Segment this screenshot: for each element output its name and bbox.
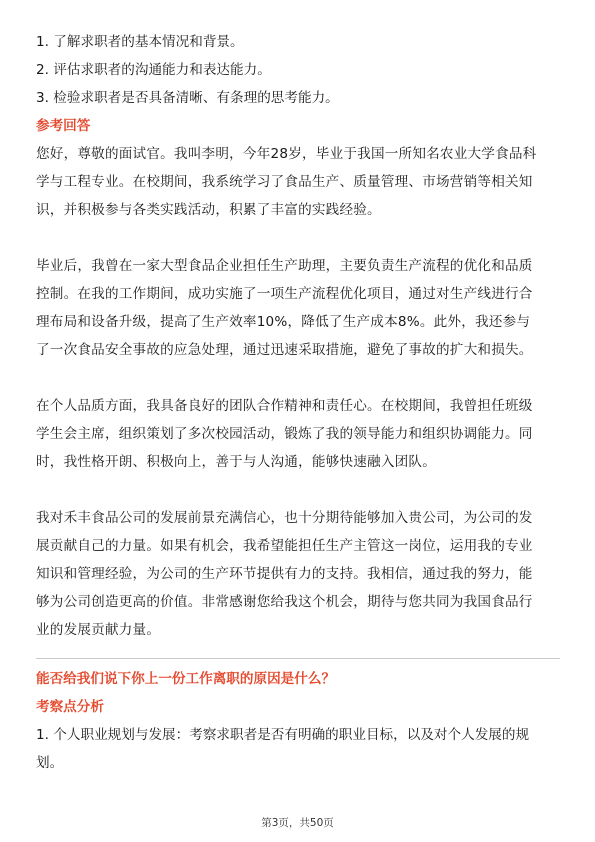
objectives-list [36, 28, 560, 112]
text-line: 展贡献自己的力量。如果有机会，我希望能担任生产主管这一岗位，运用我的专业 [36, 538, 533, 554]
analysis-heading: 考察点分析 [36, 699, 104, 715]
page-content [36, 28, 560, 777]
section-divider [36, 658, 560, 659]
list-item: 2. 评估求职者的沟通能力和表达能力。 [36, 62, 271, 78]
page-number: 第3页，共50页 [261, 817, 334, 829]
text-line: 控制。在我的工作期间，成功实施了一项生产流程优化项目，通过对生产线进行合 [36, 286, 533, 302]
text-line: 学与工程专业。在校期间，我系统学习了食品生产、质量管理、市场营销等相关知 [36, 174, 533, 190]
text-line: 识，并积极参与各类实践活动，积累了丰富的实践经验。 [36, 202, 381, 218]
text-line: 时，我性格开朗、积极向上，善于与人沟通，能够快速融入团队。 [36, 454, 437, 470]
list-item: 1. 个人职业规划与发展：考察求职者是否有明确的职业目标，以及对个人发展的规 [36, 727, 530, 743]
text-line: 毕业后，我曾在一家大型食品企业担任生产助理，主要负责生产流程的优化和品质 [36, 258, 533, 274]
answer-paragraph [36, 392, 560, 476]
list-item: 3. 检验求职者是否具备清晰、有条理的思考能力。 [36, 90, 339, 106]
text-line: 知识和管理经验，为公司的生产环节提供有力的支持。我相信，通过我的努力，能 [36, 566, 533, 582]
text-line: 够为公司创造更高的价值。非常感谢您给我这个机会，期待与您共同为我国食品行 [36, 594, 533, 610]
text-line: 在个人品质方面，我具备良好的团队合作精神和责任心。在校期间，我曾担任班级 [36, 398, 533, 414]
answer-paragraph [36, 252, 560, 364]
question-heading: 能否给我们说下你上一份工作离职的原因是什么？ [36, 671, 336, 687]
answer-paragraph [36, 140, 560, 224]
text-line: 理布局和设备升级，提高了生产效率10%，降低了生产成本8%。此外，我还参与 [36, 314, 531, 330]
list-item: 1. 了解求职者的基本情况和背景。 [36, 34, 244, 50]
answer-heading: 参考回答 [36, 118, 91, 134]
text-line: 了一次食品安全事故的应急处理，通过迅速采取措施，避免了事故的扩大和损失。 [36, 342, 533, 358]
text-line: 您好，尊敬的面试官。我叫李明，今年28岁，毕业于我国一所知名农业大学食品科 [36, 146, 537, 162]
text-line: 业的发展贡献力量。 [36, 622, 161, 638]
list-item: 划。 [36, 755, 64, 771]
text-line: 学生会主席，组织策划了多次校园活动，锻炼了我的领导能力和组织协调能力。同 [36, 426, 533, 442]
analysis-list [36, 721, 560, 777]
answer-paragraph [36, 504, 560, 644]
text-line: 我对禾丰食品公司的发展前景充满信心，也十分期待能够加入贵公司，为公司的发 [36, 510, 533, 526]
